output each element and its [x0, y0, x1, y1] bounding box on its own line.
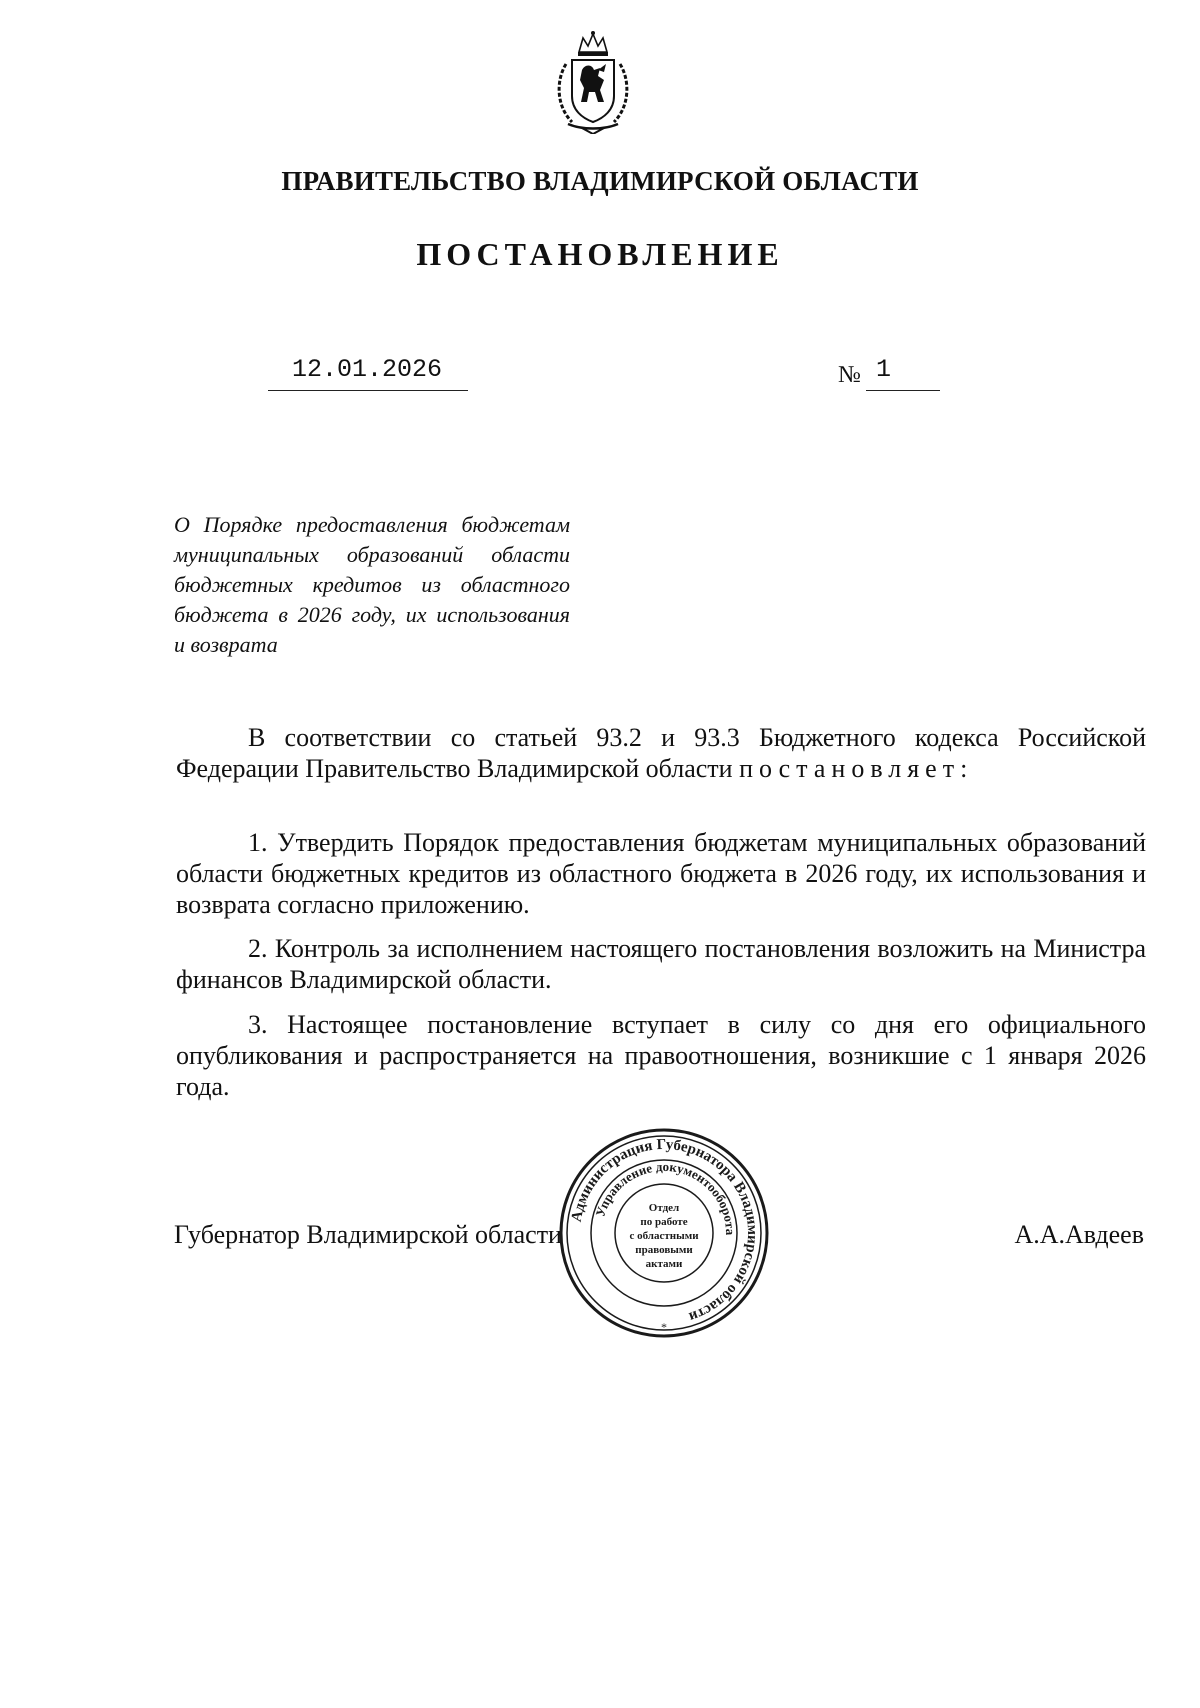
subject-line: кредитов из областного бюджета: [174, 572, 570, 627]
signer-name: А.А.Авдеев: [1014, 1220, 1144, 1249]
organization-title: ПРАВИТЕЛЬСТВО ВЛАДИМИРСКОЙ ОБЛАСТИ: [281, 166, 919, 196]
preamble-text: В соответствии со статьей 93.2 и 93.3 Бюджетного кодекса Российской Федерации Правительство Владимирской области: [176, 723, 1146, 783]
svg-text:с областными: с областными: [629, 1230, 699, 1242]
number-sign: №: [838, 362, 861, 388]
document-date: 12.01.2026: [291, 355, 443, 384]
coat-of-arms-emblem: [552, 30, 634, 134]
subject-line: образований области бюджетных: [174, 542, 570, 597]
document-type-title: ПОСТАНОВЛЕНИЕ: [416, 236, 784, 272]
decree-verb: постановляет:: [739, 754, 974, 783]
svg-text:*: *: [661, 1320, 667, 1334]
subject-line: О Порядке предоставления: [174, 512, 448, 537]
svg-text:Отдел: Отдел: [648, 1202, 680, 1214]
document-number: 1: [876, 355, 892, 384]
svg-text:по работе: по работе: [640, 1216, 688, 1228]
clause-2: 2. Контроль за исполнением настоящего постановления возложить на Министра финансов Владимирской области.: [176, 934, 1146, 994]
svg-text:Управление документооборота: Управление документооборота: [592, 1158, 739, 1236]
document-subject: [174, 510, 570, 660]
svg-text:Администрация Губернатора Влад: Администрация Губернатора Владимирской области: [568, 1136, 761, 1325]
preamble-paragraph: [176, 722, 1146, 784]
svg-text:актами: актами: [645, 1258, 683, 1270]
subject-line: бюджетам муниципальных: [174, 512, 571, 567]
date-underline: [268, 390, 468, 391]
subject-line: в 2026 году, их использования: [278, 602, 570, 627]
clause-3: 3. Настоящее постановление вступает в силу со дня его официального опубликования и распространяется на правоотношения, возникшие с 1 января 2026 года.: [176, 1010, 1146, 1101]
signer-position: Губернатор Владимирской области: [174, 1220, 562, 1249]
subject-line: и возврата: [174, 632, 278, 657]
official-stamp: [558, 1127, 770, 1339]
clause-1: 1. Утвердить Порядок предоставления бюджетам муниципальных образований области бюджетных кредитов из областного бюджета в 2026 году, их использования и возврата согласно приложению.: [176, 828, 1146, 919]
number-underline: [866, 390, 940, 391]
svg-text:правовыми: правовыми: [635, 1244, 693, 1256]
